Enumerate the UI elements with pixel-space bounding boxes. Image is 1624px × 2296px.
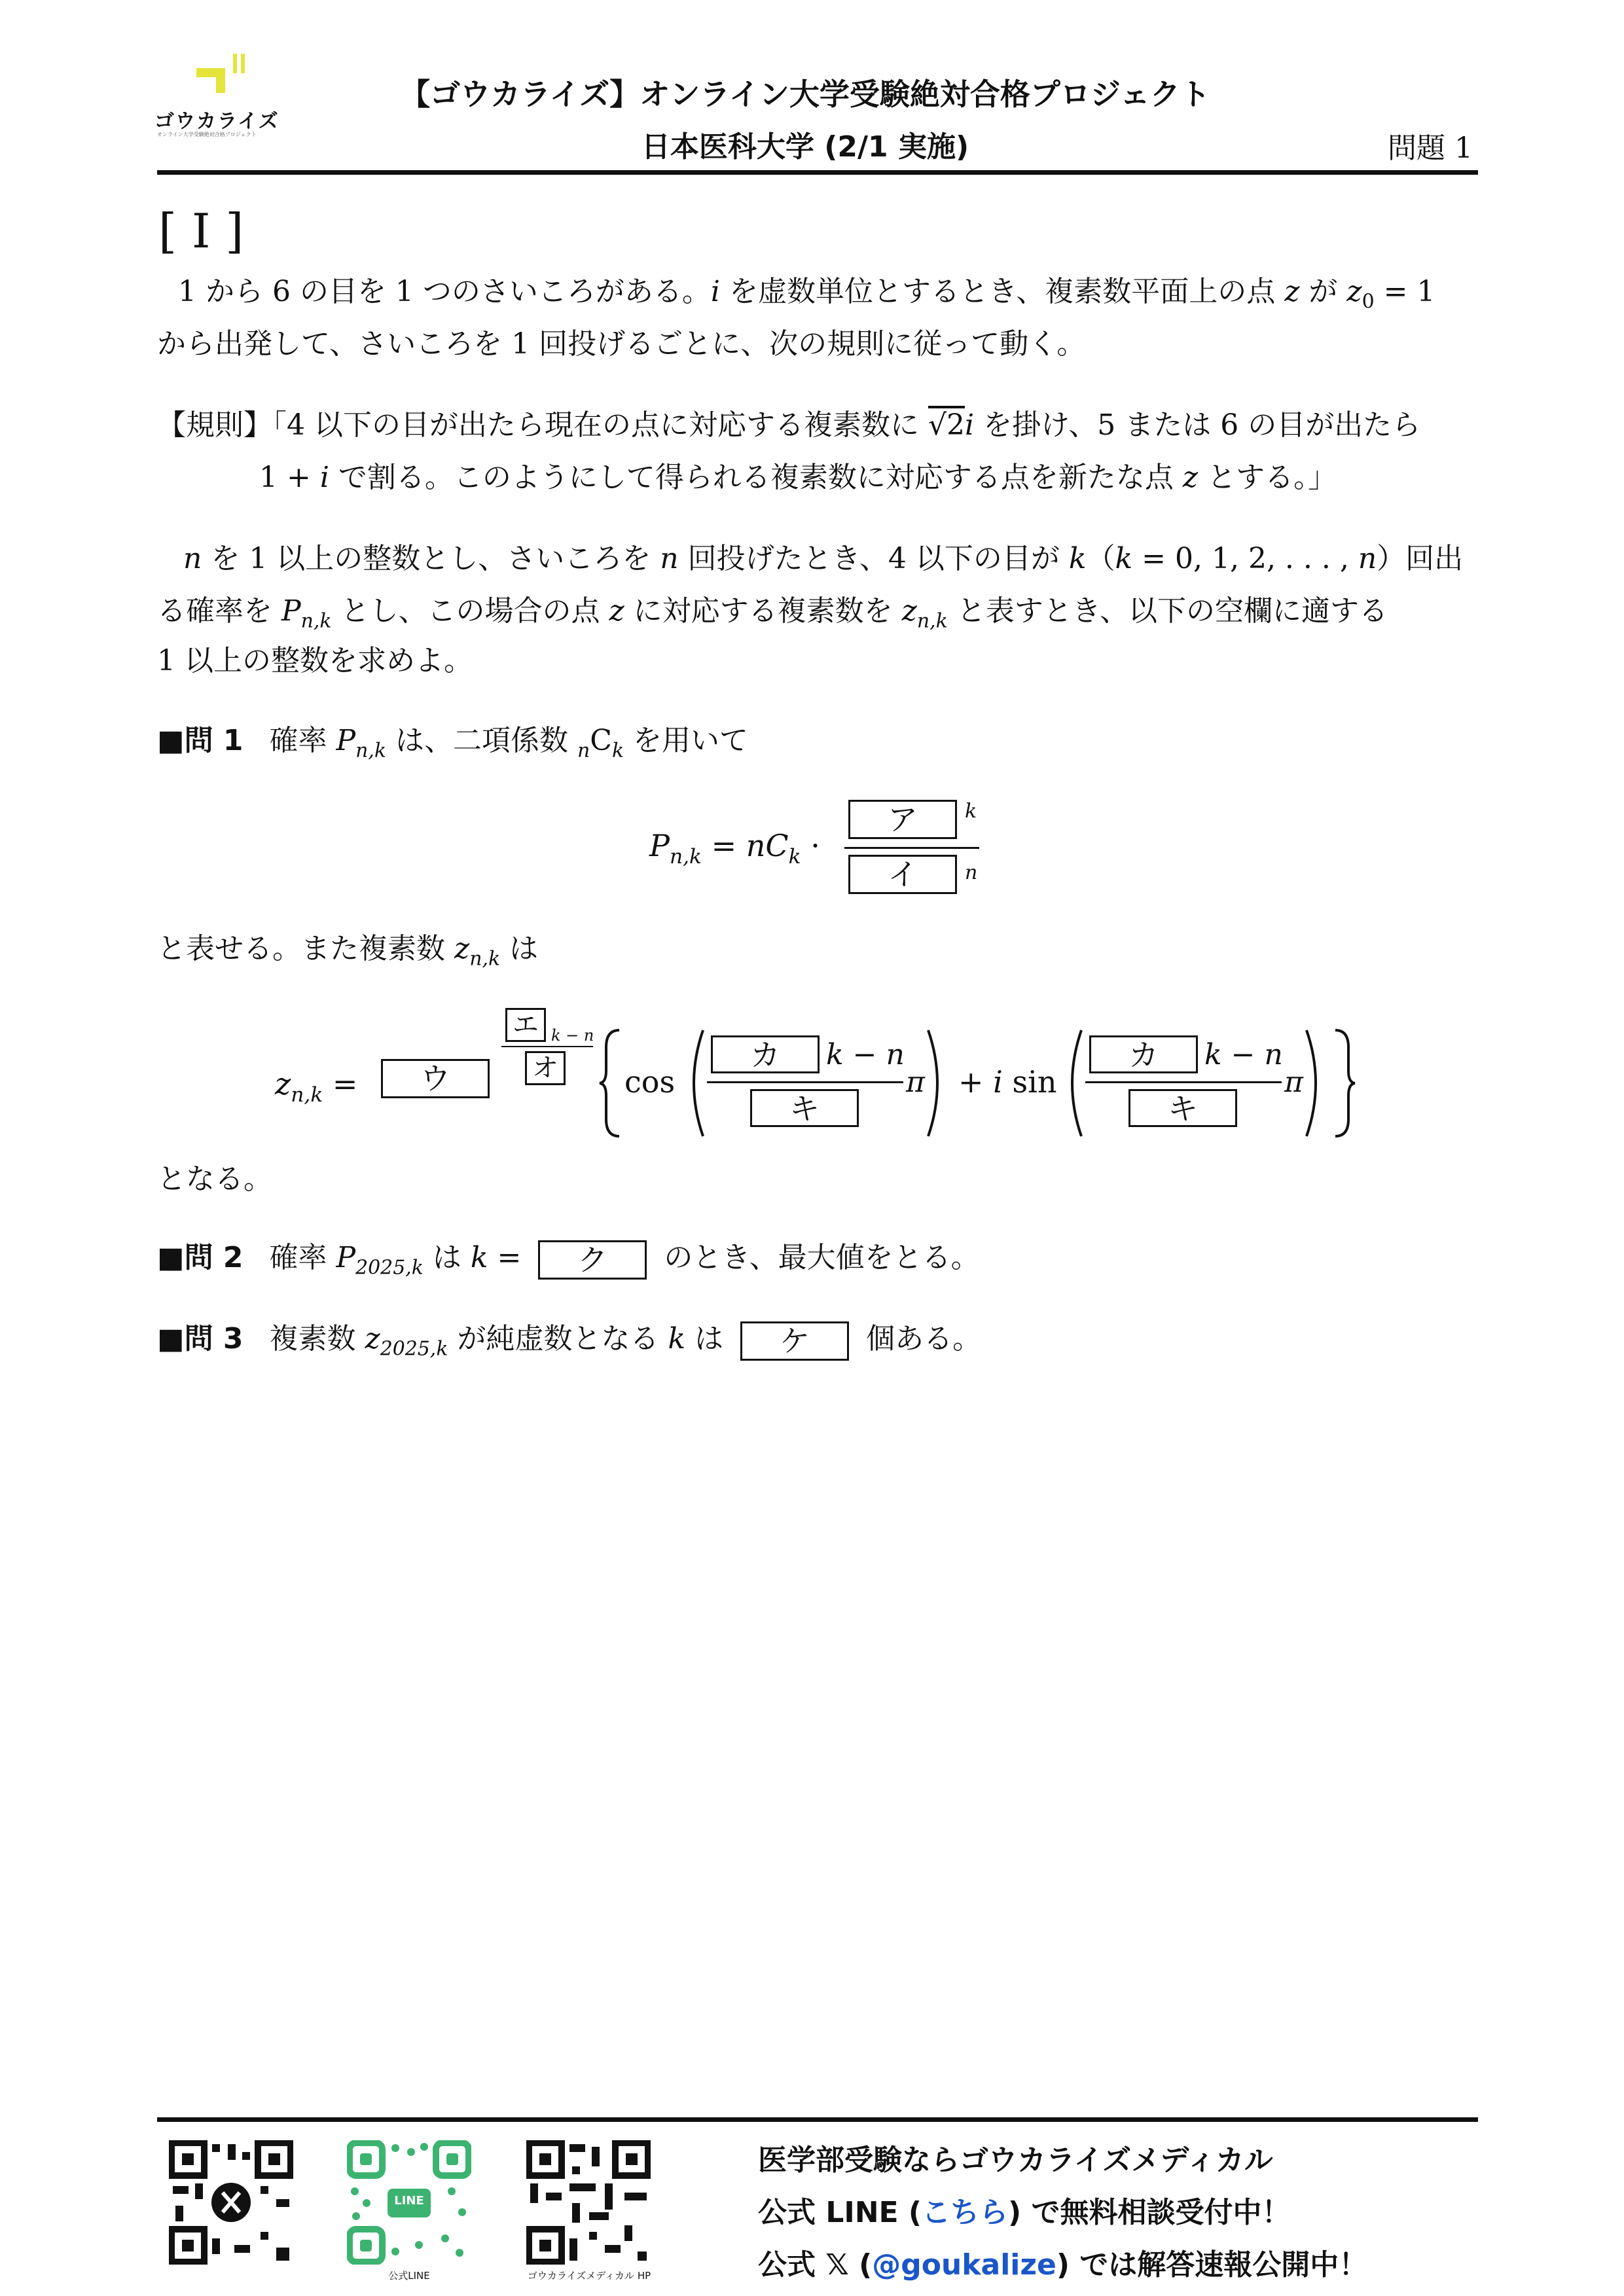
sin-pi: π bbox=[1284, 1066, 1303, 1099]
sin-left-paren bbox=[1059, 1028, 1085, 1139]
q1-after-line: と表せる。また複素数 $z_{n,k}$ は bbox=[157, 932, 539, 971]
q1-label: ■問 1 bbox=[157, 724, 244, 757]
para2-line-1: n を 1 以上の整数とし、さいころを n 回投げたとき、4 以下の目が k（k = 0, 1, 2, . . . , n）回出 bbox=[183, 542, 1464, 575]
blank-ki-sin[interactable]: キ bbox=[1128, 1089, 1237, 1127]
blank-ke[interactable]: ケ bbox=[740, 1321, 849, 1361]
blank-ka-cos[interactable]: カ bbox=[711, 1035, 820, 1073]
qr-medical-hp[interactable] bbox=[526, 2140, 651, 2265]
cos-right-paren bbox=[924, 1028, 950, 1139]
section-label: [ I ] bbox=[158, 204, 244, 259]
cos-left-paren bbox=[681, 1028, 707, 1139]
footer-line-3: 公式 𝕏 (@goukalize) では解答速報公開中！ bbox=[758, 2248, 1368, 2282]
qr-line-account[interactable] bbox=[347, 2140, 471, 2265]
logo-mark bbox=[190, 54, 249, 99]
qr-hp-icon bbox=[526, 2140, 651, 2265]
header-rule bbox=[157, 170, 1478, 175]
para2-line-2: る確率を $P_{n,k}$ とし、この場合の点 z に対応する複素数を $z_{n,k}$ と表すとき、以下の空欄に適する bbox=[157, 594, 1388, 633]
z-formula-lhs: $z_{n,k}$ = bbox=[275, 1066, 358, 1107]
blank-a[interactable]: ア bbox=[848, 800, 957, 839]
blank-o[interactable]: オ bbox=[525, 1051, 566, 1085]
qr-line-center-text: LINE bbox=[394, 2194, 424, 2208]
q2-label: ■問 2 bbox=[157, 1241, 244, 1274]
q3-line: ■問 3 複素数 $z_{2025,k}$ が純虚数となる k は ケ 個ある。 bbox=[157, 1322, 982, 1361]
intro-line-1: 1 から 6 の目を 1 つのさいころがある。i を虚数単位とするとき、複素数平面上の点 z が $z_0 = 1$ bbox=[178, 275, 1435, 314]
rule-line-1: 【規則】「4 以下の目が出たら現在の点に対応する複素数に √2i を掛け、5 または 6 の目が出たら bbox=[157, 408, 1421, 442]
cos-label: cos bbox=[624, 1064, 676, 1100]
header-title-line1: 【ゴウカライズ】オンライン大学受験絶対合格プロジェクト bbox=[400, 77, 1210, 112]
footer-rule bbox=[157, 2117, 1478, 2122]
qr-x-account[interactable] bbox=[169, 2140, 293, 2265]
cos-fraction-bar bbox=[707, 1081, 903, 1083]
problem-number: 問題 1 bbox=[1388, 132, 1473, 165]
rule-line-2: 1 + i で割る。このようにして得られる複素数に対応する点を新たな点 z とする。」 bbox=[259, 461, 1337, 494]
para2-line-3: 1 以上の整数を求めよ。 bbox=[157, 644, 473, 677]
logo-text: ゴウカライズ bbox=[154, 110, 280, 133]
exp-k: k bbox=[965, 800, 977, 823]
intro-line-2: から出発して、さいころを 1 回投げるごとに、次の規則に従って動く。 bbox=[157, 327, 1086, 361]
blank-ku[interactable]: ク bbox=[538, 1240, 647, 1280]
qr-code-icon bbox=[169, 2140, 293, 2265]
blank-ki-cos[interactable]: キ bbox=[750, 1089, 859, 1127]
exp-k-minus-n: k − n bbox=[551, 1026, 594, 1045]
left-brace bbox=[597, 1028, 623, 1139]
header-title-line2: 日本医科大学 (2/1 実施) bbox=[641, 130, 969, 164]
exp-fraction-bar bbox=[501, 1046, 593, 1047]
blank-ka-sin[interactable]: カ bbox=[1089, 1035, 1198, 1073]
sin-prefix: + i sin bbox=[958, 1064, 1057, 1100]
sin-fraction-bar bbox=[1085, 1081, 1282, 1083]
blank-u[interactable]: ウ bbox=[381, 1059, 490, 1098]
cos-k-minus-n: k − n bbox=[826, 1038, 905, 1071]
p-fraction-bar bbox=[844, 847, 979, 849]
cos-pi: π bbox=[906, 1066, 925, 1099]
right-brace bbox=[1331, 1028, 1358, 1139]
line-link[interactable]: こちら bbox=[922, 2196, 1009, 2229]
sin-right-paren bbox=[1303, 1028, 1329, 1139]
qr-hp-caption: ゴウカライズメディカル HP bbox=[527, 2270, 651, 2282]
logo-subtext: オンライン大学受験絶対合格プロジェクト bbox=[157, 132, 257, 137]
q2-line: ■問 2 確率 $P_{2025,k}$ は k = ク のとき、最大値をとる。 bbox=[157, 1241, 980, 1280]
sin-k-minus-n: k − n bbox=[1204, 1038, 1283, 1071]
qr-line-caption: 公式LINE bbox=[388, 2270, 430, 2282]
footer-line-1: 医学部受験ならゴウカライズメディカル bbox=[758, 2144, 1273, 2177]
tonaru-line: となる。 bbox=[157, 1162, 272, 1196]
blank-i[interactable]: イ bbox=[848, 855, 957, 894]
p-formula-lhs: $P_{n,k} = nC_k$ · bbox=[649, 828, 820, 869]
footer-line-2: 公式 LINE (こちら) で無料相談受付中！ bbox=[758, 2196, 1291, 2229]
exp-n: n bbox=[965, 861, 978, 884]
x-account-link[interactable]: @goukalize bbox=[872, 2248, 1056, 2282]
q3-label: ■問 3 bbox=[157, 1322, 244, 1355]
blank-e[interactable]: エ bbox=[505, 1008, 546, 1042]
q1-line: ■問 1 確率 $P_{n,k}$ は、二項係数 $_nC_k$ を用いて bbox=[157, 724, 749, 762]
